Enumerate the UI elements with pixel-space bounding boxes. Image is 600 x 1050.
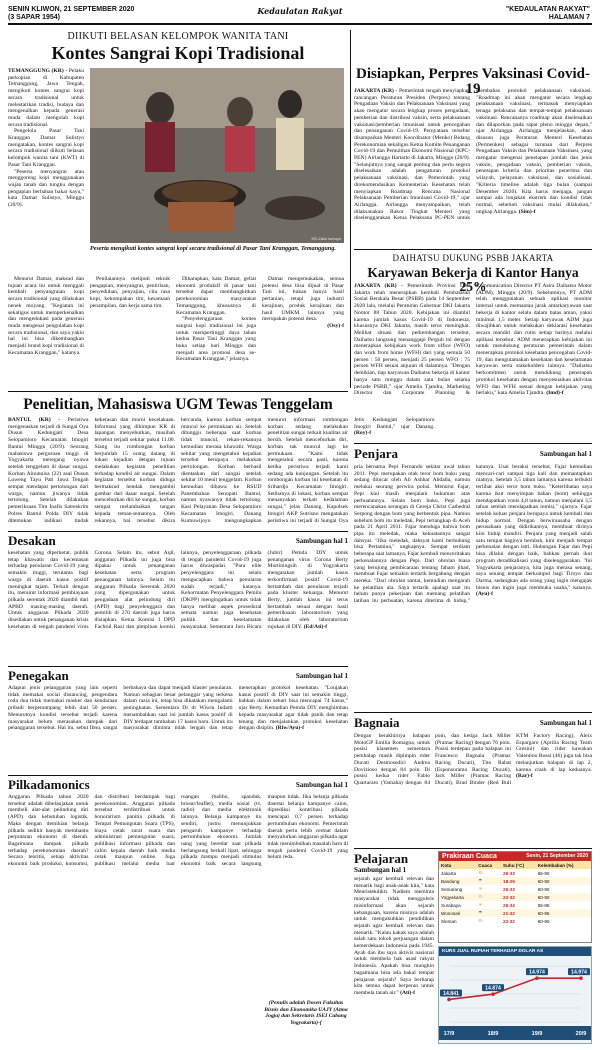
data-point	[579, 976, 583, 980]
weather-city: Jakarta	[441, 870, 457, 876]
desakan-body	[8, 550, 348, 662]
sun-icon: ☀	[478, 886, 483, 891]
weather-city: Sleman	[441, 918, 457, 924]
weather-city: Yogyakarta	[441, 894, 464, 900]
penjara-text: pria bernama Pepi Fernando sekitar awal tahun 2011. Pepi merupakan otak teror bom buku yang sedang diincar oleh Ali Ashhar Abdalla, namun melukai seorang perwira polisi. Menurut Fajar, Pepi kini masih menjalani hukuman atas perbuatannya. Selain bom buku, Pepi juga merencanakan serangan di Gereja Christ Cathedral Serpong dengan bom yang berbentuk pipa. Namun sebelum bom itu meledak, Pepi tertangkap di Aceh pada 21 April 2011. Fajar menduga bahwa bom pipa itu meledak, maka kekuatannya sangat dahsyat. "Jika meledak, dahsyat kami berhubung bisa Pertamina," ungkapnya. Sempat terdiam beberapa saat lamanya, Fajar kembali menceritakan perkenalannya dengan Pepi. Dari obrolan biasa yang berujung pembicaraan tentang faham jihad, membuat Fajar semakin tertarik bergabung dengan mereka. "Dari obrolan santai, kemudian mengarah ke pelatihan ala. Saya tertarik apalagi saat itu belum punya pekerjaan dan memang pelatihan latihan itu perbuatan, karena diterima di hidup," katanya. Usai beraksi tersebut, Fajar kemudian mencari-cari sampai tiga kali dan memantapkan niatnya. Setelah 3,5 tahun lamanya karena terbukti terlibat aksi teror bom buku. "Keterlibatan saya karena ikut menyimpan bahan (bom) sehingga mendapatkan vonis 4,8 tahun, namun menjalani 3,5 tahun setelah mendapatkan remisi," ujarnya. Fajar setelah keluar penjara berupaya untuk kembali dan hidup normal. Dengan berwirausaha dengan perusahaan yang didirikannya, membuat dirinya kini hidup mandiri. Penjara yang menjadi salah satu tempat baginya berubah, kini menjadi tempat perkenalan dengan istri. Hubungan Fajar dan Pepi bisa dilalui dengan baik, bahkan pernah ikut program deradikalisasi yang diselenggarakan. "Ini Yogyakarta penjaranya, kita juga merasa senang, saya senang tempat berkumpul bagi Tiroyo dan Darma, sedangkan ada orang yang ingin mengajak bisnis dan ingin juga membuka usaha," katanya.	[354, 464, 592, 605]
weather-col-header: Kelembaban (%)	[537, 862, 574, 868]
data-point	[491, 992, 495, 996]
kopi-col-1	[8, 68, 84, 274]
section-rule	[8, 775, 348, 776]
weather-title: Prakiraan Cuaca	[442, 853, 497, 860]
weather-temp: 21-32	[503, 910, 515, 916]
pilkada-byline: (Penulis adalah Dosen Fakultas Bisnis dan Ekonomika UAJY (Atma Jogja) dan Sekretaris ISEI Cabang Yogyakarta)-f	[264, 1000, 348, 1026]
kopi-col-3	[176, 276, 256, 388]
edition-date: SENIN KLIWON, 21 SEPTEMBER 2020	[8, 6, 135, 13]
psbb-signoff: (Imd)-f	[546, 390, 564, 397]
weather-humidity: 65-90	[537, 870, 550, 876]
weather-row	[439, 901, 591, 909]
vaksin-headline: Disiapkan, Perpres Vaksinasi Covid-19	[356, 66, 590, 97]
weather-rows	[439, 869, 591, 925]
kopi-kicker: DIIKUTI BELASAN KELOMPOK WANITA TANI	[67, 31, 289, 42]
pelajaran-title: Pelajaran	[354, 851, 409, 866]
bagnaia-title: Bagnaia	[354, 715, 400, 730]
data-point	[535, 976, 539, 980]
kopi-para: Menurut Damar, maksud dan tujuan acara ini untuk menggali kembali penyangraian kopi secara tradisional yang dilakukan nenek moyang. "Kegiatan ini sekaligus untuk memperkenalkan dan mengedukasi pada generasi muda mengenai pengolahan kopi secara tradisional, dan saya yakin hal ini bisa dikembangkan menjadi brand kopi tradisional di Kecamatan Kranggan," katanya.	[8, 276, 84, 356]
kopi-para: "Peserta menyangrai atau menggoreng kopi menggunakan wajan tanah dan tungku dengan pengapian berbahan bakar kayu," kata Damar Sulistyo, Minggu (20/9).	[8, 168, 84, 209]
sun-cloud-icon: ⛅	[478, 870, 485, 875]
section-rule	[8, 391, 348, 392]
rain-icon: ☂	[478, 910, 483, 915]
weather-row	[439, 909, 591, 917]
weather-city: Bandung	[441, 878, 460, 884]
chart-plot	[439, 956, 591, 1040]
x-tick-label: 19/9	[531, 1031, 543, 1037]
weather-temp: 22-32	[503, 894, 515, 900]
weather-humidity: 60-90	[537, 918, 550, 924]
weather-city: Surabaya	[441, 902, 461, 908]
weather-humidity: 60-90	[537, 894, 550, 900]
section-rule	[8, 666, 348, 667]
rain-icon: ☂	[478, 878, 483, 883]
vaksin-body	[354, 88, 592, 244]
weather-col-header: Kota	[441, 862, 452, 868]
desakan-text: kesehatan yang diperketat, publik tetap khawatir dan kecemasan terhadap penularan Covid-19 yang semakin tinggi, terutama bagi warga di daerah kasus positif meningkat tajam. Terkait dengan itu, menurut informasi pembiayaan pilkada serentak 2020 diambil dari APBD masing-masing daerah. Untuk anggaran Pilkada 2020 disediakan untuk penanganan krisis kesehatan di tengah pandemi virus Corona. Selain itu, sebut Aqil, anggaran Pilkada ini juga bisa dipakai untuk penanganan kesehatan serta program penanganan lainnya. Selain itu anggaran Pilkada Serentak 2020 yang dipergunakan untuk pengadaan alat pelindung diri (APD) bagi penyelenggara dan pemilih di 270 daerah juga harus disiapkan. Ketua Komisi I DPD Fachrul Razi dan pimpinan komisi lainnya, penyelenggaraan pilkada di tengah pandemi Covid-19 juga harus diwaspadai. "Para elite penyelenggara ini selalu mengucapkan bahwa penularan sudah terjadi," katanya. Kehormatan Penyelenggara Pemilu (DKPP) mengingatkan untuk tidak hanya melihat aspek prosedural semata namun juga kesehatan publik dan keselamatan masyarakat. Sementara Juru Bicara (Jubir) Pemda DIY untuk penanganan virus Corona Berty Murtiningsih di Yogyakarta mengatakan jumlah kasus terkonfirmasi positif Covid-19 bertambah dan penularan terjadi pada kluster keluarga. Menurut Berty, jumlah kasus ini terus bertambah sesuai dengan hasil pemeriksaan laboratorium yang dilakukan oleh laboratorium rujukan di DIY.	[8, 550, 348, 630]
pilkada-sambungan: Sambungan hal 1	[295, 781, 348, 789]
ugm-signoff: (Roy)-f	[354, 430, 372, 437]
data-label: 14.841	[443, 990, 459, 997]
weather-table	[439, 861, 591, 925]
weather-temp: 22-32	[503, 918, 515, 924]
x-axis-band	[439, 1026, 591, 1040]
bagnaia-text: Dengan berakhirnya balapan MotoGP Emilia Romagna, untuk posisi klasemen sementara pembalap masih dipimpin rider Ducati Desmosedici Andrea Dovizioso dengan 84 poin. Di posisi kedua rider Fabio Quartararo (Yamaha) dengan 84 poin, dan ketiga Jack Miller (Pramac Racing) dengan 76 poin. Posisi terdepan pada balapan ini Francesco Bagnaia (Pramac Racing Ducati), Tito Rabat (Esponsorama Racing Ducati), Jack Miller (Pramac Racing Ducati), Brad Binder (Red Bull KTM Factory Racing), Aleix Espargaro (Aprilia Racing Team Gresini) dan rider kawakan Valentino Rossi (46) juga tak bisa melanjutkan balapan di lap 2, karena crash di lap keduanya.	[354, 733, 592, 786]
psbb-kicker: DAIHATSU DUKUNG PSBB JAKARTA	[392, 253, 554, 263]
coffee-roasting-photo	[90, 68, 344, 243]
desakan-sambungan: Sambungan hal 1	[295, 537, 348, 545]
desakan-title: Desakan	[8, 533, 56, 548]
currency-chart	[438, 946, 592, 1044]
kopi-para: Damar mengemukakan, semua potensi desa bisa dijual di Pasar Tani ini, bukan hanya hasil pertanian, tetapi juga industri kerajinan, produk kerajinan dan hasil UMKM lainnya yang merupakan potensi desa.	[262, 276, 344, 323]
pelajaran-sambungan: Sambungan hal 1	[354, 866, 407, 874]
penegakan-sambungan: Sambungan hal 1	[295, 672, 348, 680]
kopi-caption: Peserta mengikuti kontes sangrai kopi secara tradisional di Pasar Tani Kranggan, Temanggung.	[90, 245, 336, 252]
penjara-sambungan: Sambungan hal 1	[539, 450, 592, 458]
series-line	[449, 978, 581, 999]
sun-cloud-icon: ⛅	[478, 894, 485, 899]
page-number: HALAMAN 7	[548, 14, 590, 21]
ugm-dateline: BANTUL (KR) -	[8, 417, 61, 423]
data-label: 14.974	[529, 969, 545, 976]
penegakan-body	[8, 685, 348, 771]
bagnaia-body	[354, 733, 592, 845]
x-tick-label: 18/9	[487, 1031, 499, 1037]
weather-humidity: 60-90	[537, 886, 550, 892]
desakan-signoff: (Ed/Ati)-f	[303, 623, 328, 630]
penegakan-signoff: (Riw/Ayu)-f	[275, 725, 304, 732]
vaksin-text: Pemerintah tengah menyiapkan rancangan Peraturan Presiden (Perpres) tentang Pengadaan Vaksin dan Pelaksanaan Vaksinasi yang akan mengatur secara lengkap proses pengadaan, pemberian dan distribusi vaksin, serta pelaksanaan vaksinasi/pemberian imunisasi untuk pencegahan dan penanganan Covid-19. Pernyataan tersebut disampaikan Menteri Koordinator (Menko) Bidang Perekonomian sekaligus Ketua Komite Penanganan Covid-19 dan Pemulihan Ekonomi Nasional (KPC-PEN) Airlangga Hartarto di Jakarta, Minggu (20/9). "Selanjutnya yang sangat penting dan perlu segera diselesaikan adalah pengaturan protokol pelaksanaan vaksinasi, dan Pemerintah yang direkomendasikan Kementerian Kesehatan telah menyiapkan Roadmap Rencana Nasional Pelaksanaan Pemberian Imunisasi Covid-19," ujar Airlangga. Airlangga menyampaikan, telah dilaksanakan Rakor Tingkat Menteri yang diselenggarakan Ketua Pelaksana PC-PEN untuk membahas protokol pelaksanaan vaksinasi. "Roadmap ini akan mengatur secara lengkap pelaksanaan vaksinasi, termasuk menyiapkan tenaga pelaksana dan tempat-tempat pelaksanaan vaksinasi. Rencananya roadmap akan diselesaikan dan dilaporkan pada rapat pleno minggu depan," ujar Airlangga. Airlangga menjelaskan, akan disusun juga Peraturan Menteri Kesehatan (Permenkes) sebagai turunan dari Perpres Pengadaan Vaksin dan Pelaksanaan Vaksinasi, yang mengatur mengenai penetapan jumlah dan jenis vaksin, pengadaan vaksin, pemberian vaksin, penetapan kriteria dan prioritas penerima dan wilayah, pelayanan vaksinasi, dan sosialisasi. "Kriteria timeline adalah tiga bulan (sampai Desember 2020). Kita harus menjaga, jangan sampai ada lonjakan ekstrem dan kondisi tidak normal, sebelum vaksinasi mulai dilakukan," ungkap Airlangga.	[354, 88, 592, 222]
psbb-text: Pemerintah Provinsi DKI Jakarta telah menerapkan kembali Pembatasan Sosial Berskala Besar (PSBB) pada 14 September 2020 lalu, melalui Peraturan Gubernur DKI Jakarta Nomor 88 Tahun 2020. Kebijakan ini diambil karena jumlah kasus Covid-19 di Indonesia, khususnya DKI Jakarta, masih terus meningkat. Melihat situasi dan perkembangan tersebut, Daihatsu langsung menanggapi Pergub ini dengan menerapkan kebijakan work from office (WFO) dan work from home (WFH) dari yang semula 50 persen : 50 persen, menjadi 25 persen WFO : 75 persen WFH sesuai anjuran di dalamnya. "Dengan demikian, tiap karyawan Daihatsu bekerja di kantor hanya satu minggu dalam satu bulan selama periode PSBB," ujar Amelia Tjandra, Marketing Director dan Corporate Planning & Communication Director PT Astra Daihatsu Motor (ADM), Minggu (20/9). Sebelumnya, PT ADM telah menggunakan sebuah aplikasi monitor internal untuk memantau jarak antarkaryawan saat bekerja di kantor selalu dalam batas aman, yakni minimal 1,5 meter. Setiap karyawan ADM juga diwajibkan untuk melakukan deklarasi kesehatan secara mandiri dan rutin setiap harinya melalui aplikasi tersebut. ADM menerapkan kebijakan ini untuk mendukung peraturan pemerintah dalam menerapkan protokol kesehatan pencegahan Covid-19, dan mengutamakan kesehatan dan keselamatan karyawan serta stakeholders lainnya. "Daihatsu berkomitmen untuk mendukung penerapan protokol kesehatan dengan menyesuaikan aktivitas WFO dan WFH sesuai dengan kebijakan yang berlaku," kata Amelia Tjandra.	[354, 283, 592, 397]
kopi-col-2	[90, 276, 170, 388]
kopi-headline: Kontes Sangrai Kopi Tradisional	[51, 43, 305, 63]
weather-temp: 26-33	[503, 870, 515, 876]
penegakan-title: Penegakan	[8, 668, 69, 683]
slogan: "KEDAULATAN RAKYAT"	[505, 6, 590, 13]
penegakan-text: Adapun jenis pelanggaran yang lain seperti tidak memakai social distancing, pengendara roda dua tidak memakai masker dan kendaraan pribadi berpenumpang lebih dari 50 persen. Menurutnya kondisi tersebut terjadi karena masyarakat belum merasakan dampak dari pelanggaran tersebut. Hal itu, sebut Ibnu, sangat berbahaya dan dapat menjadi klaster penularan. Namun sebagian besar pelanggar yang terkena dalam razia ini, tetap bisa dikatakan mengalami peningkatan. Sementara Dr dr Wiwin Indarti menambahkan saat ini jumlah kasus positif di DIY terdapat tambahan 17 kasus baru. Untuk itu masyarakat diminta tidak lengah dan tetap menerapkan protokol kesehatan. "Lonjakan kasus positif di DIY saat ini semakin tinggi, bahkan dalam sehari bisa mencapai 74 kasus," ujar Berty. Kemudian Pemda DIY menghimbau kepada masyarakat agar tidak panik dan tetap tenang dan menjalankan protokol kesehatan dengan disiplin.	[8, 685, 348, 732]
weather-col-header: Suhu (°C)	[503, 862, 524, 868]
weather-temp: 18-29	[503, 878, 515, 884]
penjara-signoff: (Ayu)-f	[476, 591, 493, 598]
bagnaia-sambungan: Sambungan hal 1	[539, 719, 592, 727]
column-divider	[350, 30, 351, 388]
weather-humidity: 60-90	[537, 878, 550, 884]
chart-title: KURS JUAL RUPIAH TERHADAP DOLAR AS	[439, 947, 591, 956]
vaksin-signoff: (Sim)-f	[518, 208, 536, 215]
data-point	[447, 998, 451, 1002]
javanese-date: (3 SAPAR 1954)	[8, 14, 61, 21]
weather-row	[439, 917, 591, 925]
kopi-para: "Penyelenggaraan kontes sangrai kopi tradisional ini juga untuk mempertinggi daya tahan kedua Pasar Tani Kranggan yang buka setiap hari Minggu dan menjadi area promosi desa se-Kecamatan Kranggan," jelasnya.	[176, 316, 256, 363]
kopi-col-1b	[8, 276, 84, 388]
weather-date: Senin, 21 September 2020	[526, 853, 588, 859]
section-rule	[8, 531, 348, 532]
kopi-para: Penilaiannya meliputi teknik pengapian, menyangrai, pentirisan, penyeduhan, penyajian, cita rasa kopi, kekompakan tim, kesamaan penampilan, dan kerja sama tim.	[90, 276, 170, 309]
x-tick-label: 20/9	[575, 1031, 587, 1037]
pilkada-title: Pilkadamonics	[8, 777, 90, 792]
vaksin-dateline: JAKARTA (KR) -	[354, 88, 398, 94]
ugm-text: Peristiwa mengenaskan terjadi di Sungai Oya Dusun Kedungjati Desa Selopamioro Kecamatan Imogiri Bantul Minggu (20/9). Seorang mahasiswa perguruan tinggi di Yogyakarta meregang nyawa setelah tenggelam di dasar sungai. Korban Ainunnisa (22) asal Dusun Luweng Tayu Pati Jawa Tengah sempat mendapat pertolongan dari warga, namun jiwanya tidak tertolong. Setelah dilakukan pemeriksaan Tim Inafis Satreskrim Polres Bantul Polda DIY tidak ditemukan indikasi tindak kekerasan dan murni kecelakaan. Informasi yang dihimpun KR di lapangan menyebutkan, musibah tersebut terjadi sekitar pukul 11.00. Siang itu rombongan korban berjumlah 15 orang datang di lokasi kejadian dengan tujuan melakukan kegiatan penelitian terhadap kondisi air sungai. Dalam kegiatan tersebut korban diduga bermaksud hendak mengambil gambar dari dasar sungai. Setelah menceburkan diri ke sungai, korban sempat melambaikan tangan kepada teman-temannya. Oleh rekannya, hal tersebut dikira bercanda, karena korban sempat muncul ke permukaan air. Setelah ditunggu beberapa saat korban tidak muncul, rekan-rekannya kemudian merasa khawatir. Warga sekitar yang mengetahui kejadian tersebut berupaya melakukan pertolongan. Korban berhasil dientaskan dari sungai setelah sekitar 10 menit tenggelam. Korban kemudian dibawa ke RSUD Panembahan Senopati Bantul, namun nyawanya tidak tertolong. Kasi Pelayanan Desa Selopamioro Kecamatan Imogiri, Danang Kumuwijoyo mengungkapkan menurut informasi rombongan korban sedang melakukan penelitian sungai terkait kualitas air bersih. Setelah menceburkan diri, korban tak muncul lagi ke permukaan. "Kami tidak mengetahui secara pasti, karena ketika peristiwa terjadi kami sedang ada kunjungan. Setelah itu rombongan korban ini kesehatan di Srihardjo Kecamatan Imogiri. Setibanya di lokasi, korban sempat menanyakan terkait kedalaman sungai," jelas Danang. Kapolsek Imogiri AKP Sutrisno mengatakan peristiwa ini terjadi di Sungai Oya Jetis Kedungjati Selopamioro Imogiri Bantul," ujar Danang.	[8, 417, 435, 524]
weather-row	[439, 885, 591, 893]
kopi-dateline: TEMANGGUNG (KR) -	[8, 68, 68, 74]
kopi-para: Diharapkan, kata Damar, geliat ekonomi produktif di pasar tani tersebut dapat membangkitkan perekonomian masyarakat Temanggung, khususnya di Kecamatan Kranggan.	[176, 276, 256, 316]
weather-row	[439, 869, 591, 877]
psbb-headline: Karyawan Bekerja di Kantor Hanya 25%	[367, 265, 579, 294]
psbb-body	[354, 283, 592, 439]
kopi-col-4	[262, 276, 344, 388]
sun-cloud-icon: ⛅	[478, 918, 485, 923]
pelajaran-signoff: (Ati)-f	[400, 989, 416, 996]
weather-city: Semarang	[441, 886, 463, 892]
kopi-para: Pengelola Pasar Tani Kranggan Damar Sulistyo mengatakan, kontes sangrai kopi secara tradisional diikuti belasan kelompok wanita tani (KWT) di Pasar Tani Kranggan.	[8, 128, 84, 168]
weather-box	[438, 851, 592, 943]
weather-row	[439, 893, 591, 901]
penjara-title: Penjara	[354, 446, 399, 461]
x-tick-label: 17/9	[443, 1031, 455, 1037]
weather-city: Wonosari	[441, 910, 461, 916]
weather-temp: 25-34	[503, 902, 515, 908]
bagnaia-signoff: (Rar)-f	[516, 773, 533, 780]
pilkada-body	[8, 794, 348, 1022]
weather-col-header: Cuaca	[478, 862, 493, 868]
weather-temp: 25-33	[503, 886, 515, 892]
penjara-body	[354, 464, 592, 708]
section-rule	[354, 249, 592, 250]
weather-humidity: 60-95	[537, 910, 550, 916]
header-rule	[8, 23, 592, 25]
weather-header	[439, 852, 591, 861]
pelajaran-text: sejarah agar kembali relevan dan menarik bagi anak-anak kita," kata Menristekdikti. Nadiem meminta masyarakat tidak menggubris misinformasi akan sejarah kebangsaan, karena misinya adalah untuk mengukuhkan pendidikan sejarah agar kembali relevan dan menarik. "Kalau kakak saya adalah salah satu tokoh perjuangan dalam kemerdekaan Indonesia pada 1945. Ayah dan ibu saya aktivis nasional untuk membela hak asasi rakyat Indonesia. Apakah bisa mungkin bagaimana bisa ada bakal tempat pelajaran sejarah? Saya berharap kita semua dapat berperan untuk membela tanah air."	[354, 876, 434, 996]
weather-humidity: 55-85	[537, 902, 550, 908]
pelajaran-body	[354, 876, 434, 1044]
psbb-dateline: JAKARTA (KR) -	[354, 283, 403, 289]
data-label: 14.874	[485, 985, 501, 992]
sun-icon: ☀	[478, 902, 483, 907]
section-rule	[354, 712, 592, 713]
masthead: Kedaulatan Rakyat	[257, 6, 343, 16]
data-label: 14.974	[571, 969, 587, 976]
kopi-para: Pelaku perkopian di Kabupaten Temanggung, Jawa Tengah, mengikuti kontes sangrai kopi secara tradisional untuk melestarikan tradisi, budaya dan mengenalkan kepada generasi muda dalam mengolah kopi secara tradisional.	[8, 68, 84, 128]
ugm-headline: Penelitian, Mahasiswa UGM Tewas Tenggelam	[23, 396, 333, 413]
kopi-signoff: (Osy)-f	[327, 322, 344, 329]
pilkada-text: Anggaran Pilkada tahun 2020 tersebut adalah dibelanjakan untuk membeli alat-alat pelindung diri (APD) dan kebutuhan logistik. Maka dengan demikian belanja pilkada sedikit banyak membantu perputaran ekonomi di daerah. Bagaimana dampak pilkada terhadap perekonomian daerah? Secara teoritis, setiap aktivitas ekonomi baik produksi, konsumsi, dan distribusi berdampak bagi perekonomian. Anggaran pilkada tersebut terdistribusi untuk honorarium panitia pilkada di Tempat Pemungutan Suara (TPS), biaya cetak surat suara dan administrasi pemungutan suara, publikasi informasi pilkada dan calon kepala daerah baik media cetak maupun online. Juga publikasi melalui media luar ruangan (baliho, spanduk, brosur/leaflet), media sosial (tv, radio) dan media elektronik lainnya. Belanja kampanye itu sendiri, justru menunjukkan pengaruh kampanye terhadap pertumbuhan ekonomi. Jumlah uang yang beredar saat pilkada berlangsung berkali lipat, sehingga pilkada mampu menjadi stimulus ekonomi baik secara langsung maupun tidak. Jika belanja pilkada disertai belanja kampanye calon, diprediksi kontribusi pilkada mencapai 0,7 persen terhadap pertumbuhan ekonomi. Pemerintah daerah perlu lebih cermat dalam menyalurkan anggaran pilkada agar tidak menimbulkan masalah baru di tengah pandemi Covid-19 yang belum reda.	[8, 794, 348, 868]
photo-credit: KR-Zaini Ismoyo	[311, 236, 341, 241]
section-rule	[354, 443, 592, 444]
kopi-photo	[90, 68, 344, 243]
section-rule	[354, 848, 592, 849]
weather-row	[439, 877, 591, 885]
